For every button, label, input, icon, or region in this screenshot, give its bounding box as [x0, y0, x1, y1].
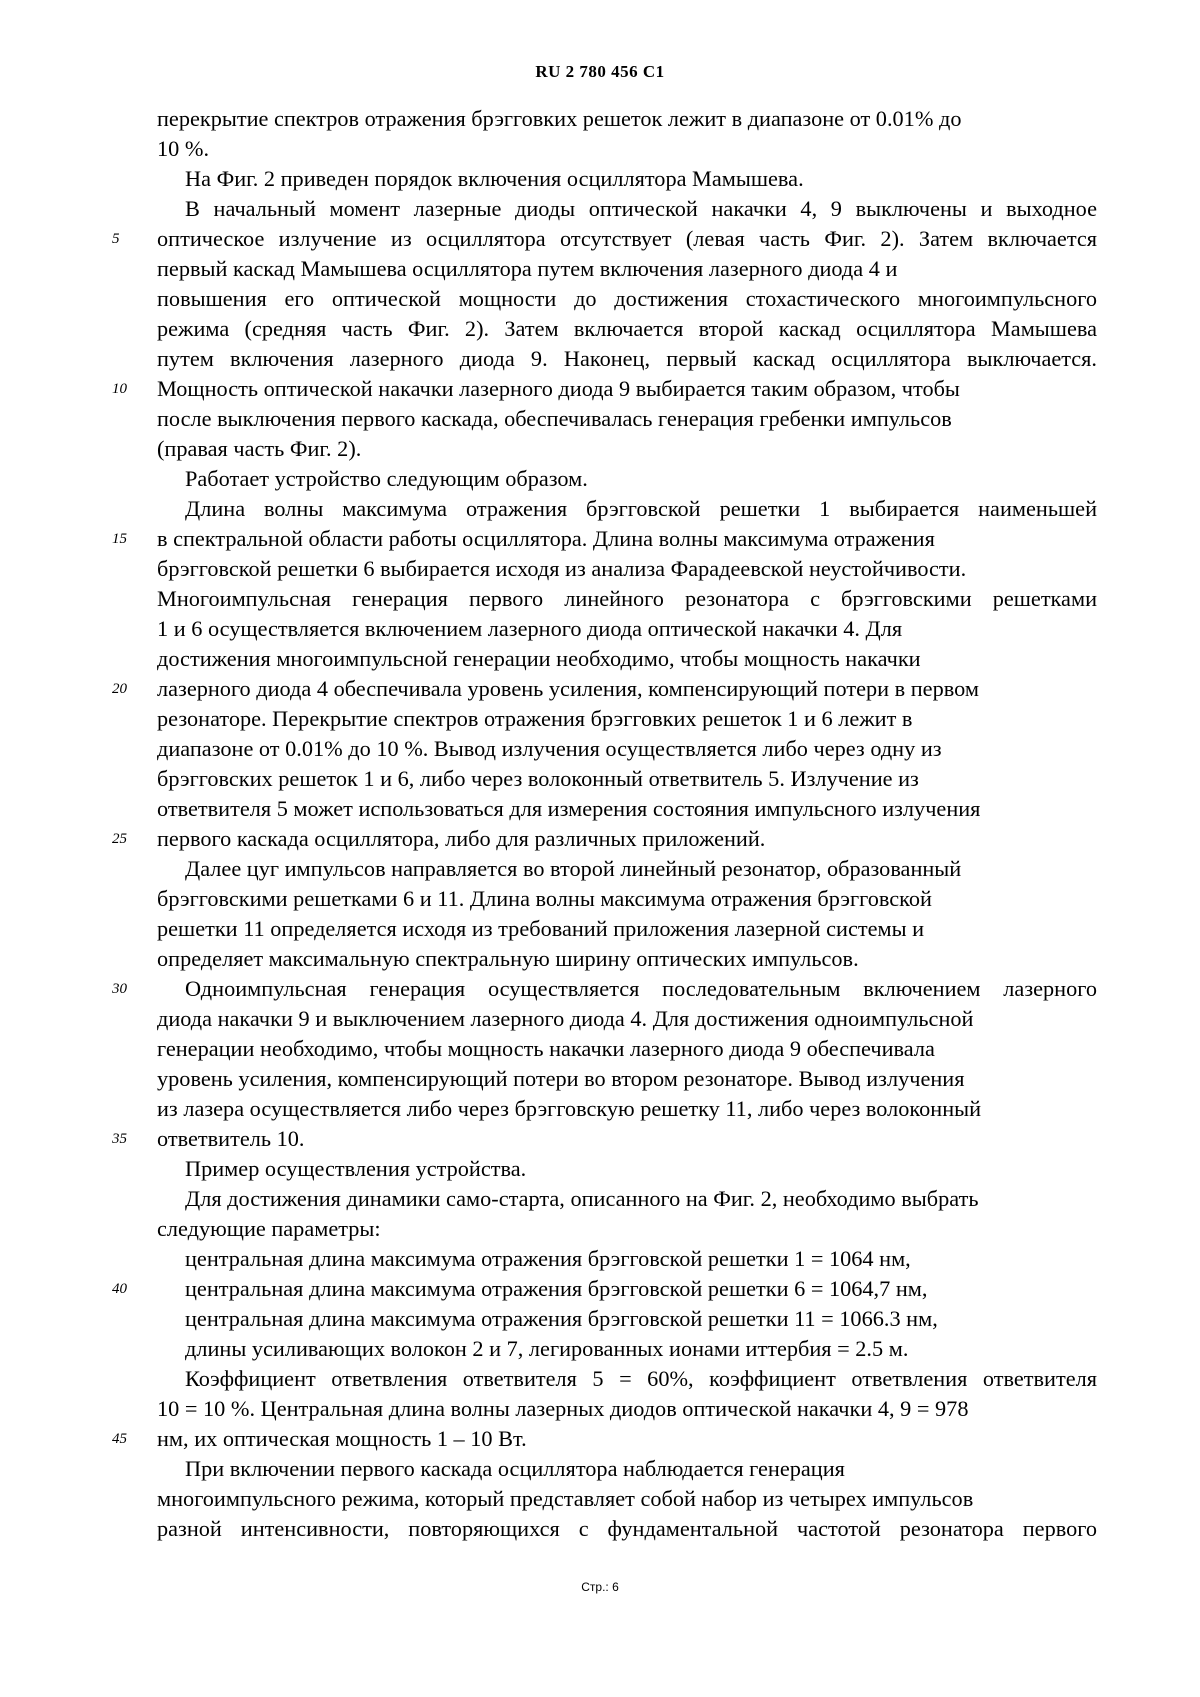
text-line: (правая часть Фиг. 2). [157, 436, 362, 461]
margin-line-number: 20 [112, 681, 127, 697]
text-line: ответвитель 10. [157, 1126, 305, 1151]
text-line: путем включения лазерного диода 9. Наконец, первый каскад осциллятора выключается. [157, 346, 1097, 371]
text-line: после выключения первого каскада, обеспечивалась генерация гребенки импульсов [157, 406, 952, 431]
text-line: нм, их оптическая мощность 1 – 10 Вт. [157, 1426, 527, 1451]
text-line: При включении первого каскада осциллятора наблюдается генерация [185, 1456, 845, 1481]
text-line: генерации необходимо, чтобы мощность накачки лазерного диода 9 обеспечивала [157, 1036, 935, 1061]
text-line: первый каскад Мамышева осциллятора путем включения лазерного диода 4 и [157, 256, 898, 281]
text-line: оптическое излучение из осциллятора отсутствует (левая часть Фиг. 2). Затем включается [157, 226, 1097, 251]
text-line: из лазера осуществляется либо через брэгговскую решетку 11, либо через волоконный [157, 1096, 982, 1121]
text-line: брэгговскими решетками 6 и 11. Длина волны максимума отражения брэгговской [157, 886, 932, 911]
text-line: ответвителя 5 может использоваться для измерения состояния импульсного излучения [157, 796, 981, 821]
margin-line-number: 15 [112, 531, 127, 547]
document-number-header: RU 2 780 456 C1 [535, 62, 665, 81]
text-line: Коэффициент ответвления ответвителя 5 = 60%, коэффициент ответвления ответвителя [185, 1366, 1097, 1391]
margin-line-number: 10 [112, 381, 127, 397]
text-line: уровень усиления, компенсирующий потери во втором резонаторе. Вывод излучения [157, 1066, 965, 1091]
text-line: В начальный момент лазерные диоды оптической накачки 4, 9 выключены и выходное [185, 196, 1097, 221]
text-line: перекрытие спектров отражения брэгговких решеток лежит в диапазоне от 0.01% до [157, 106, 962, 131]
text-line: решетки 11 определяется исходя из требований приложения лазерной системы и [157, 916, 925, 941]
text-line: брэгговских решеток 1 и 6, либо через волоконный ответвитель 5. Излучение из [157, 766, 919, 791]
text-line: многоимпульсного режима, который представляет собой набор из четырех импульсов [157, 1486, 974, 1511]
margin-line-number: 35 [112, 1131, 127, 1147]
text-line: центральная длина максимума отражения брэгговской решетки 6 = 1064,7 нм, [185, 1276, 928, 1301]
text-line: Для достижения динамики само-старта, описанного на Фиг. 2, необходимо выбрать [185, 1186, 979, 1211]
text-line: диапазоне от 0.01% до 10 %. Вывод излучения осуществляется либо через одну из [157, 736, 942, 761]
margin-line-number: 30 [112, 981, 127, 997]
text-line: 1 и 6 осуществляется включением лазерного диода оптической накачки 4. Для [157, 616, 903, 641]
text-line: центральная длина максимума отражения брэгговской решетки 1 = 1064 нм, [185, 1246, 911, 1271]
text-line: Пример осуществления устройства. [185, 1156, 527, 1181]
body-text [157, 104, 1097, 1544]
margin-line-number: 40 [112, 1281, 127, 1297]
text-line: резонаторе. Перекрытие спектров отражения брэгговких решеток 1 и 6 лежит в [157, 706, 913, 731]
text-line: диода накачки 9 и выключением лазерного диода 4. Для достижения одноимпульсной [157, 1006, 974, 1031]
text-line: лазерного диода 4 обеспечивала уровень усиления, компенсирующий потери в первом [157, 676, 979, 701]
text-line: центральная длина максимума отражения брэгговской решетки 11 = 1066.3 нм, [185, 1306, 938, 1331]
text-line: длины усиливающих волокон 2 и 7, легированных ионами иттербия = 2.5 м. [185, 1336, 909, 1361]
text-line: Работает устройство следующим образом. [185, 466, 588, 491]
text-line: Мощность оптической накачки лазерного диода 9 выбирается таким образом, чтобы [157, 376, 960, 401]
page-number-footer: Стр.: 6 [581, 1580, 619, 1594]
text-line: повышения его оптической мощности до достижения стохастического многоимпульсного [157, 286, 1097, 311]
text-line: в спектральной области работы осциллятора. Длина волны максимума отражения [157, 526, 935, 551]
margin-line-number: 5 [112, 231, 120, 247]
text-line: Многоимпульсная генерация первого линейного резонатора с брэгговскими решетками [157, 586, 1097, 611]
text-line: следующие параметры: [157, 1216, 381, 1241]
margin-line-number: 45 [112, 1431, 127, 1447]
text-line: брэгговской решетки 6 выбирается исходя из анализа Фарадеевской неустойчивости. [157, 556, 967, 581]
text-line: Длина волны максимума отражения брэгговской решетки 1 выбирается наименьшей [185, 496, 1097, 521]
text-line: определяет максимальную спектральную ширину оптических импульсов. [157, 946, 859, 971]
text-line: Одноимпульсная генерация осуществляется последовательным включением лазерного [185, 976, 1097, 1001]
text-line: 10 = 10 %. Центральная длина волны лазерных диодов оптической накачки 4, 9 = 978 [157, 1396, 969, 1421]
text-line: разной интенсивности, повторяющихся с фундаментальной частотой резонатора первого [157, 1516, 1097, 1541]
text-line: достижения многоимпульсной генерации необходимо, чтобы мощность накачки [157, 646, 921, 671]
margin-line-number: 25 [112, 831, 127, 847]
text-line: Далее цуг импульсов направляется во второй линейный резонатор, образованный [185, 856, 962, 881]
text-line: 10 %. [157, 136, 210, 161]
text-line: режима (средняя часть Фиг. 2). Затем включается второй каскад осциллятора Мамышева [157, 316, 1097, 341]
text-line: первого каскада осциллятора, либо для различных приложений. [157, 826, 766, 851]
text-line: На Фиг. 2 приведен порядок включения осциллятора Мамышева. [185, 166, 804, 191]
